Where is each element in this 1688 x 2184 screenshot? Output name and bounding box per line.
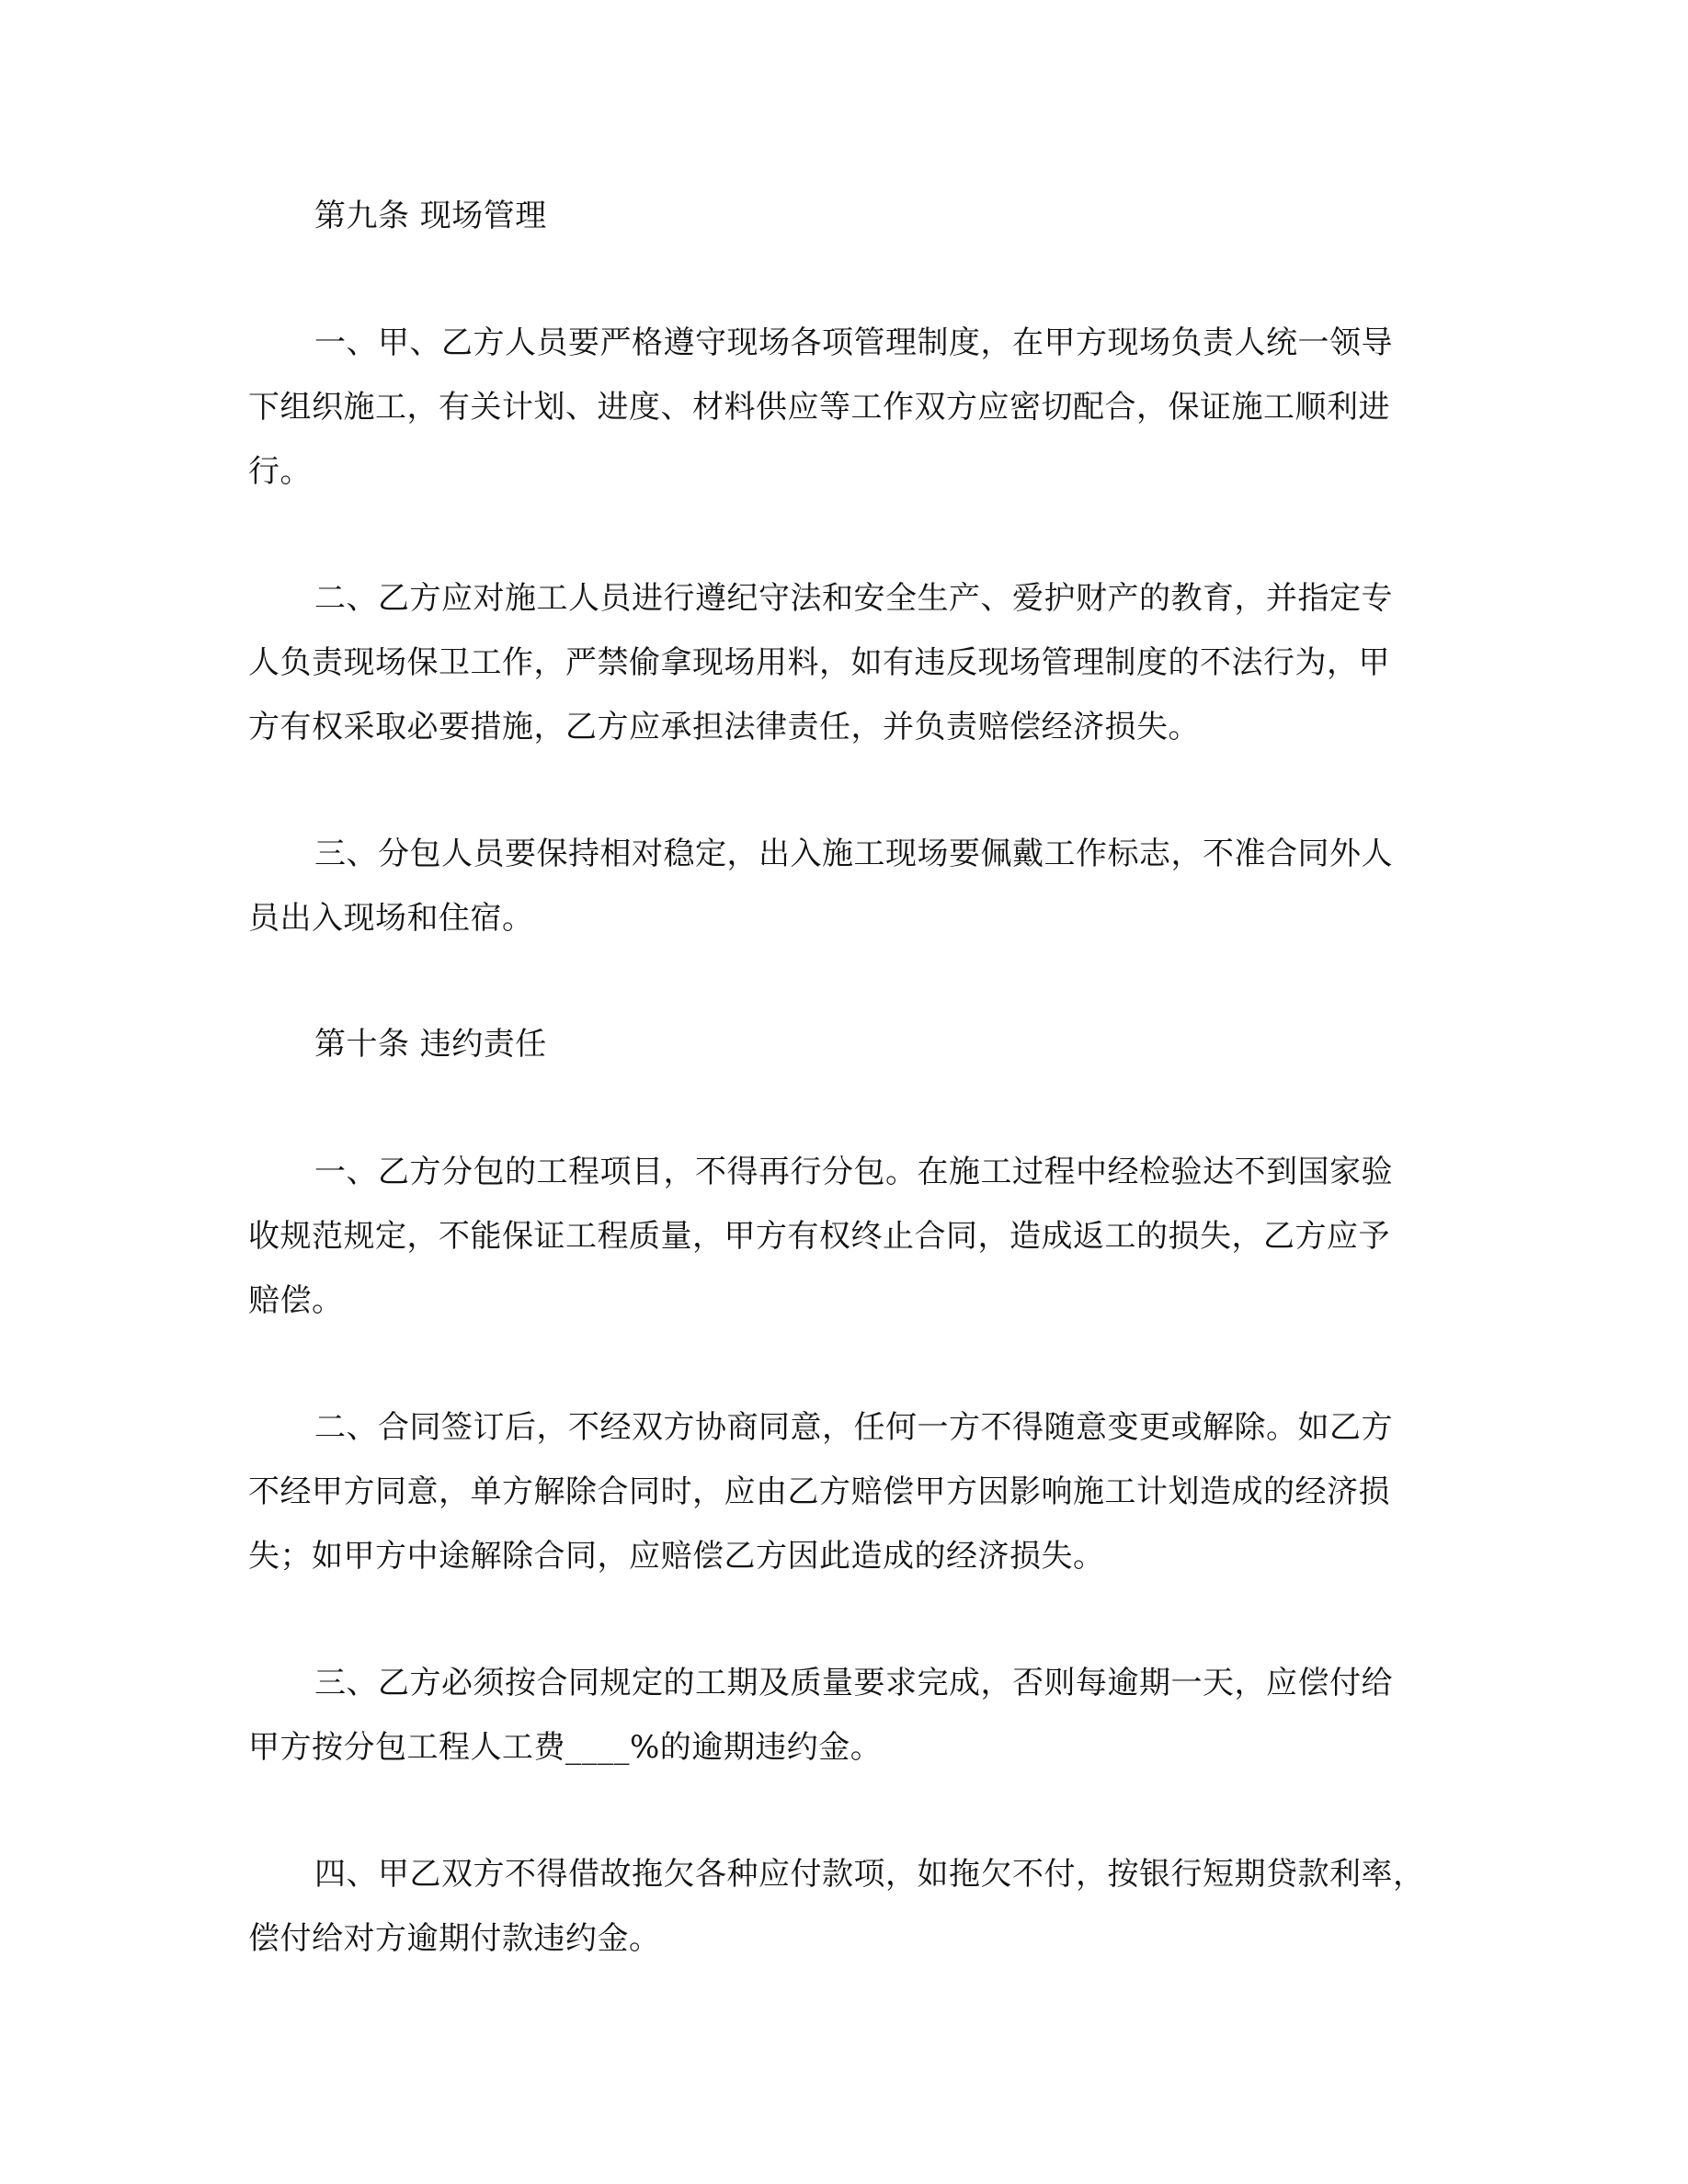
paragraph-line: 不经甲方同意，单方解除合同时，应由乙方赔偿甲方因影响施工计划造成的经济损 bbox=[248, 1473, 1390, 1510]
paragraph-line: 员出入现场和住宿。 bbox=[248, 900, 534, 937]
paragraph-10-2 bbox=[248, 1395, 1443, 1588]
paragraph-line: 甲方按分包工程人工费____%的逾期违约金。 bbox=[248, 1729, 883, 1766]
paragraph-line: 四、甲乙双方不得借故拖欠各种应付款项，如拖欠不付，按银行短期贷款利率， bbox=[314, 1856, 1425, 1893]
paragraph-9-1 bbox=[248, 311, 1443, 504]
paragraph-line: 三、分包人员要保持相对稳定，出入施工现场要佩戴工作标志，不准合同外人 bbox=[314, 836, 1393, 872]
paragraph-line: 下组织施工，有关计划、进度、材料供应等工作双方应密切配合，保证施工顺利进 bbox=[248, 389, 1390, 426]
paragraph-line: 方有权采取必要措施，乙方应承担法律责任，并负责赔偿经济损失。 bbox=[248, 709, 1200, 745]
paragraph-10-4 bbox=[248, 1842, 1443, 1971]
paragraph-line: 人负责现场保卫工作，严禁偷拿现场用料，如有违反现场管理制度的不法行为，甲 bbox=[248, 644, 1390, 681]
paragraph-line: 收规范规定，不能保证工程质量，甲方有权终止合同，造成返工的损失，乙方应予 bbox=[248, 1218, 1390, 1255]
paragraph-line: 二、合同签订后，不经双方协商同意，任何一方不得随意变更或解除。如乙方 bbox=[314, 1409, 1393, 1446]
paragraph-10-3 bbox=[248, 1651, 1443, 1780]
paragraph-line: 二、乙方应对施工人员进行遵纪守法和安全生产、爱护财产的教育，并指定专 bbox=[314, 580, 1393, 617]
paragraph-line: 三、乙方必须按合同规定的工期及质量要求完成，否则每逾期一天，应偿付给 bbox=[314, 1665, 1393, 1701]
paragraph-line: 一、乙方分包的工程项目，不得再行分包。在施工过程中经检验达不到国家验 bbox=[314, 1154, 1393, 1190]
paragraph-line: 赔偿。 bbox=[248, 1282, 344, 1319]
paragraph-line: 行。 bbox=[248, 453, 312, 490]
section-heading-10 bbox=[248, 1012, 1443, 1076]
paragraph-line: 偿付给对方逾期付款违约金。 bbox=[248, 1920, 661, 1957]
heading-text: 第十条 违约责任 bbox=[314, 1026, 547, 1063]
heading-text: 第九条 现场管理 bbox=[314, 198, 547, 234]
paragraph-10-1 bbox=[248, 1140, 1443, 1333]
paragraph-9-2 bbox=[248, 566, 1443, 759]
section-heading-9 bbox=[248, 184, 1443, 248]
paragraph-line: 失；如甲方中途解除合同，应赔偿乙方因此造成的经济损失。 bbox=[248, 1538, 1105, 1575]
paragraph-line: 一、甲、乙方人员要严格遵守现场各项管理制度，在甲方现场负责人统一领导 bbox=[314, 324, 1393, 361]
paragraph-9-3 bbox=[248, 822, 1443, 950]
